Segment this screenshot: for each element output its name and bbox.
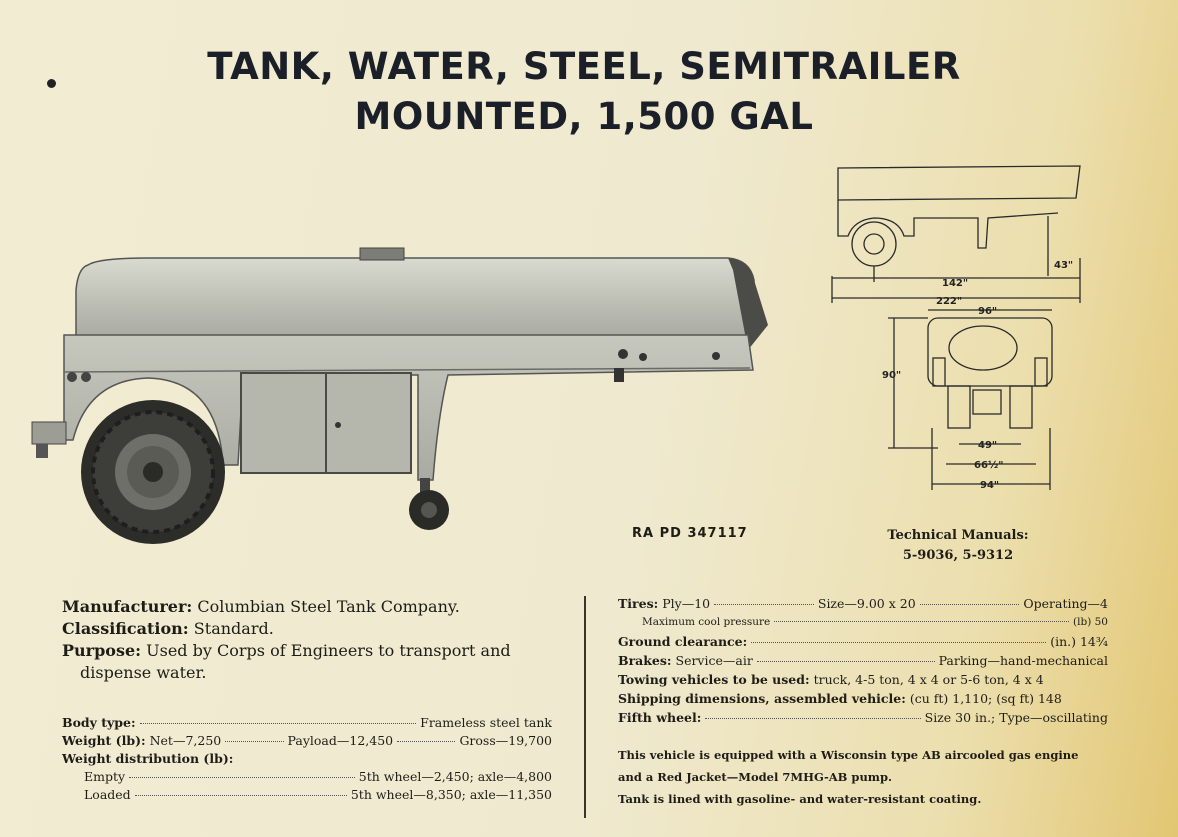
weight-gross: Gross—19,700	[459, 733, 552, 748]
dim-94: 94"	[980, 480, 1000, 491]
fifth-wheel-value: Size 30 in.; Type—oscillating	[924, 710, 1108, 725]
shipping-value: (cu ft) 1,110; (sq ft) 148	[909, 691, 1062, 706]
fifth-wheel-label: Fifth wheel:	[618, 710, 702, 725]
manufacturer-line	[62, 596, 567, 618]
purpose-label: Purpose:	[62, 641, 142, 660]
dim-90: 90"	[882, 370, 902, 381]
title-line-2: MOUNTED, 1,500 GAL	[354, 95, 814, 138]
note-line-1: This vehicle is equipped with a Wisconsin type AB aircooled gas engine	[618, 748, 1079, 762]
tires-label: Tires:	[618, 596, 659, 611]
weight-net: Net—7,250	[149, 733, 222, 748]
trailer-photo	[28, 240, 783, 550]
shipping-label: Shipping dimensions, assembled vehicle:	[618, 691, 906, 706]
ground-clearance-value: (in.) 14¾	[1050, 634, 1108, 649]
description-block	[62, 596, 567, 684]
tires-ply: Ply—10	[662, 596, 711, 611]
specs-right	[618, 594, 1108, 727]
weight-label: Weight (lb):	[62, 733, 146, 748]
loaded-label: Loaded	[84, 787, 131, 802]
manufacturer-label: Manufacturer:	[62, 597, 193, 616]
max-pressure-label: Maximum cool pressure	[642, 616, 771, 628]
purpose-line	[62, 640, 567, 684]
weight-distribution-label: Weight distribution (lb):	[62, 751, 234, 766]
weight-row	[62, 732, 552, 750]
note-line-3: Tank is lined with gasoline- and water-resistant coating.	[618, 792, 982, 806]
photo-reference: RA PD 347117	[632, 526, 748, 541]
classification-value: Standard.	[193, 619, 274, 638]
dim-43: 43"	[1054, 260, 1074, 271]
brakes-row	[618, 651, 1108, 670]
title-line-1: TANK, WATER, STEEL, SEMITRAILER	[207, 45, 961, 88]
ground-clearance-row	[618, 632, 1108, 651]
technical-manuals-label: Technical Manuals:	[887, 528, 1029, 543]
classification-label: Classification:	[62, 619, 189, 638]
ground-clearance-label: Ground clearance:	[618, 634, 748, 649]
manufacturer-value: Columbian Steel Tank Company.	[197, 597, 460, 616]
dimension-drawing	[828, 158, 1090, 498]
brakes-label: Brakes:	[618, 653, 672, 668]
classification-line	[62, 618, 567, 640]
dim-142: 142"	[942, 278, 969, 289]
body-type-label: Body type:	[62, 715, 136, 730]
empty-row	[62, 768, 552, 786]
shipping-row	[618, 689, 1108, 708]
tires-size: Size—9.00 x 20	[817, 596, 916, 611]
dim-222: 222"	[936, 296, 963, 307]
dim-66: 66½"	[974, 460, 1004, 471]
note-line-2: and a Red Jacket—Model 7MHG-AB pump.	[618, 770, 893, 784]
tires-operating: Operating—4	[1023, 596, 1109, 611]
max-pressure-row	[618, 613, 1108, 632]
technical-manuals	[868, 526, 1048, 566]
loaded-value: 5th wheel—8,350; axle—11,350	[350, 787, 552, 802]
fifth-wheel-row	[618, 708, 1108, 727]
weight-payload: Payload—12,450	[287, 733, 394, 748]
loaded-row	[62, 786, 552, 804]
weight-distribution-row	[62, 750, 552, 768]
empty-label: Empty	[84, 769, 126, 784]
body-type-value: Frameless steel tank	[420, 715, 552, 730]
purpose-value: Used by Corps of Engineers to transport and dispense water.	[80, 641, 511, 682]
empty-value: 5th wheel—2,450; axle—4,800	[358, 769, 552, 784]
towing-label: Towing vehicles to be used:	[618, 672, 810, 687]
towing-row	[618, 670, 1108, 689]
equipment-notes	[618, 744, 1118, 810]
max-pressure-value: (lb) 50	[1073, 616, 1108, 628]
tires-row	[618, 594, 1108, 613]
brakes-service: Service—air	[675, 653, 753, 668]
brakes-parking: Parking—hand-mechanical	[938, 653, 1108, 668]
column-divider	[584, 596, 586, 818]
dim-96: 96"	[978, 306, 998, 317]
body-type-row	[62, 714, 552, 732]
specs-left	[62, 714, 552, 804]
technical-manuals-numbers: 5-9036, 5-9312	[902, 548, 1014, 563]
page-title	[0, 42, 1168, 142]
dim-49: 49"	[978, 440, 998, 451]
towing-value: truck, 4-5 ton, 4 x 4 or 5-6 ton, 4 x 4	[813, 672, 1044, 687]
